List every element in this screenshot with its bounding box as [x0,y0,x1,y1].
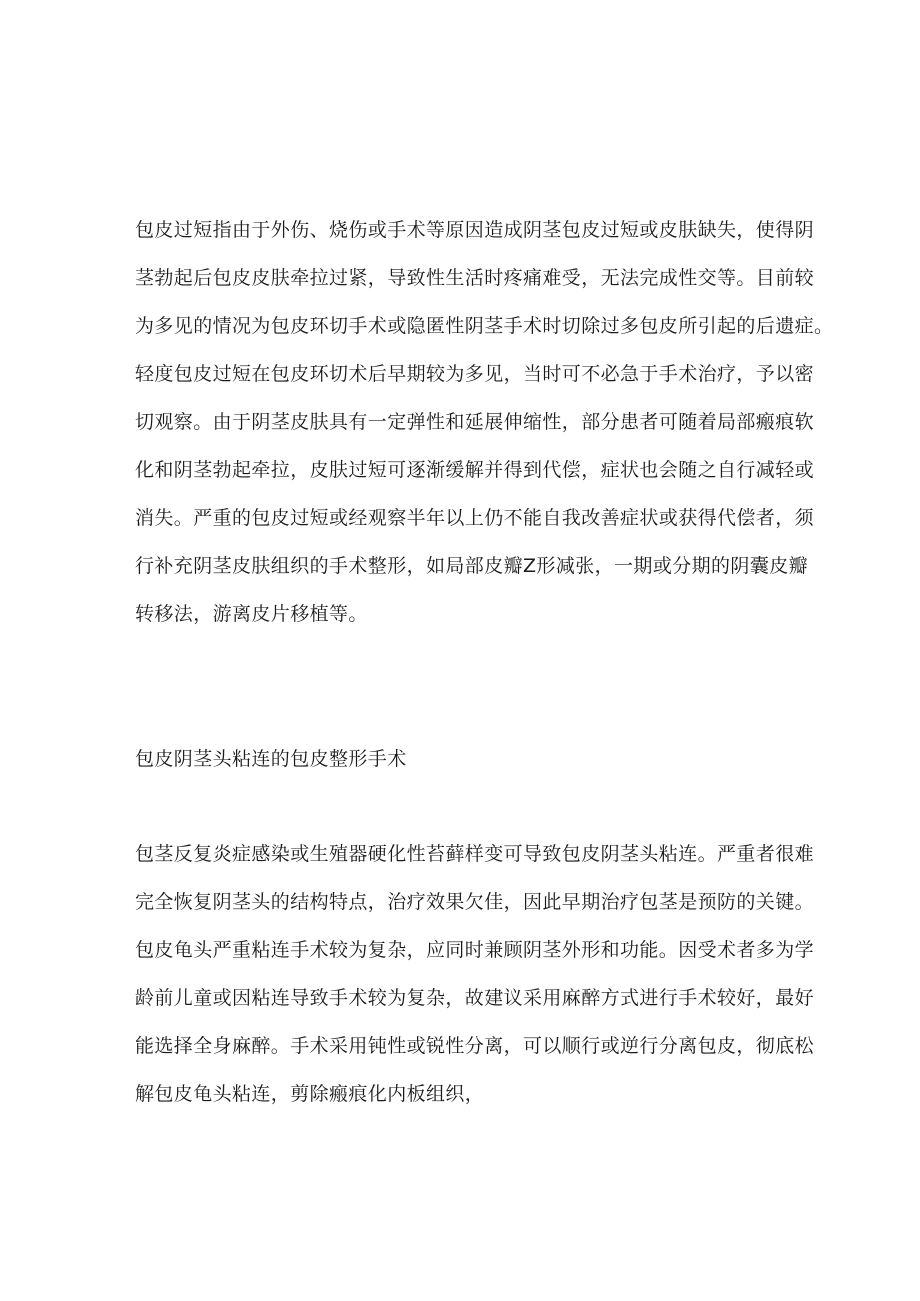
paragraph-line: 行补充阴茎皮肤组织的手术整形，如局部皮瓣Z形减张，一期或分期的阴囊皮瓣 [135,555,809,577]
paragraph-line: 为多见的情况为包皮环切手术或隐匿性阴茎手术时切除过多包皮所引起的后遗症。 [135,315,834,337]
paragraph-line: 化和阴茎勃起牵拉，皮肤过短可逐渐缓解并得到代偿，症状也会随之自行减轻或 [135,459,815,481]
paragraph-adhesion-surgery [135,830,815,1118]
paragraph-line: 龄前儿童或因粘连导致手术较为复杂，故建议采用麻醉方式进行手术较好，最好 [135,987,815,1009]
paragraph-line: 茎勃起后包皮皮肤牵拉过紧，导致性生活时疼痛难受，无法完成性交等。目前较 [135,267,815,289]
paragraph-line: 切观察。由于阴茎皮肤具有一定弹性和延展伸缩性，部分患者可随着局部瘢痕软 [135,411,815,433]
paragraph-line: 转移法，游离皮片移植等。 [135,603,368,625]
paragraph-line: 包皮过短指由于外伤、烧伤或手术等原因造成阴茎包皮过短或皮肤缺失，使得阴 [135,219,815,241]
section-heading: 包皮阴茎头粘连的包皮整形手术 [135,748,407,770]
paragraph-line: 包皮龟头严重粘连手术较为复杂，应同时兼顾阴茎外形和功能。因受术者多为学 [135,939,815,961]
paragraph-line: 轻度包皮过短在包皮环切术后早期较为多见，当时可不必急于手术治疗，予以密 [135,363,815,385]
paragraph-line: 完全恢复阴茎头的结构特点，治疗效果欠佳，因此早期治疗包茎是预防的关键。 [135,891,815,913]
paragraph-line: 能选择全身麻醉。手术采用钝性或锐性分离，可以顺行或逆行分离包皮，彻底松 [135,1035,815,1057]
paragraph-line: 包茎反复炎症感染或生殖器硬化性苔藓样变可导致包皮阴茎头粘连。严重者很难 [135,843,815,865]
paragraph-foreskin-too-short [135,206,834,638]
paragraph-line: 消失。严重的包皮过短或经观察半年以上仍不能自我改善症状或获得代偿者，须 [135,507,815,529]
paragraph-line: 解包皮龟头粘连，剪除瘢痕化内板组织， [135,1083,485,1105]
